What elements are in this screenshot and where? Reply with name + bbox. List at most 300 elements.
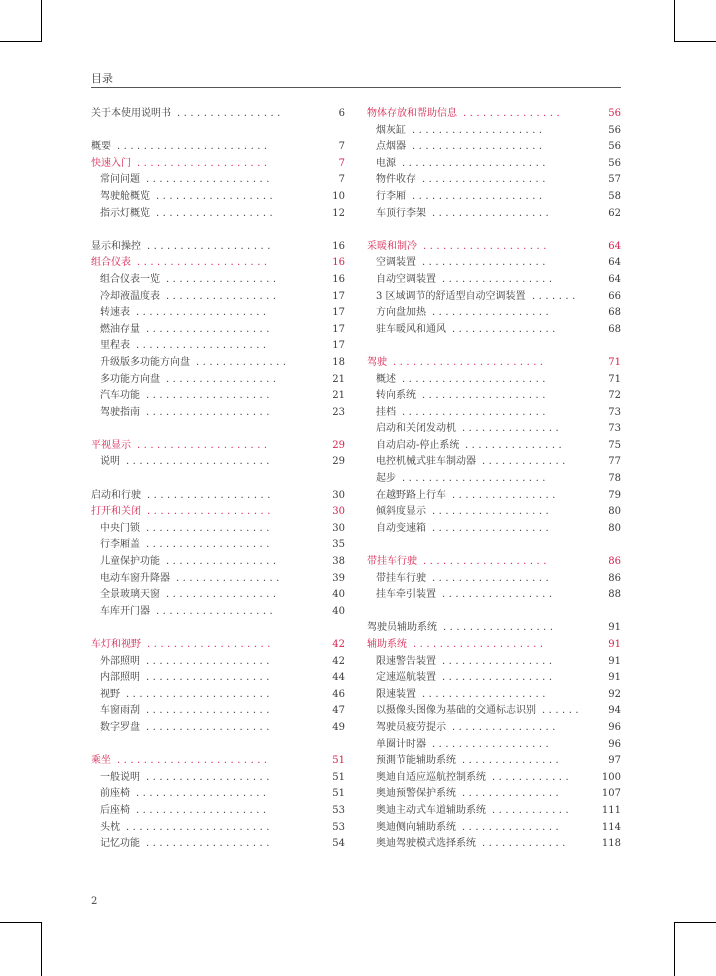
toc-entry-label: 乘坐 (91, 755, 111, 767)
toc-entry-label: 驾驶员辅助系统 (367, 622, 437, 634)
toc-leader-dots: ................. (442, 589, 556, 601)
toc-leader-dots: ................... (422, 688, 549, 700)
toc-entry[interactable] (367, 305, 621, 322)
toc-entry-label: 自动启动-停止系统 (376, 439, 460, 451)
toc-entry[interactable] (91, 289, 345, 306)
toc-entry-page: 71 (608, 356, 621, 368)
toc-section-entry[interactable] (367, 106, 621, 123)
toc-entry[interactable] (367, 454, 621, 471)
toc-entry[interactable] (91, 720, 345, 737)
toc-entry[interactable] (91, 305, 345, 322)
toc-entry-page: 118 (601, 838, 621, 850)
toc-entry-page: 17 (332, 340, 345, 352)
toc-leader-dots: .................. (156, 207, 277, 219)
toc-entry-page: 51 (332, 771, 345, 783)
toc-entry[interactable] (367, 571, 621, 588)
toc-entry[interactable] (91, 571, 345, 588)
toc-entry-page: 72 (608, 390, 621, 402)
toc-leader-dots: ............. (482, 838, 569, 850)
toc-section-entry[interactable] (367, 239, 621, 256)
toc-entry-label: 驾驶 (367, 356, 387, 368)
toc-leader-dots: ................. (442, 273, 556, 285)
toc-entry-label: 自动空调装置 (376, 273, 436, 285)
toc-leader-dots: .................... (137, 439, 271, 451)
toc-section-entry[interactable] (91, 753, 345, 770)
toc-entry-page: 47 (332, 705, 345, 717)
toc-leader-dots: .................... (412, 190, 546, 202)
toc-gap (91, 737, 345, 754)
toc-entry-label: 记忆功能 (100, 838, 140, 850)
toc-entry[interactable] (367, 139, 621, 156)
toc-entry-label: 烟灰缸 (376, 124, 406, 136)
toc-entry[interactable] (91, 687, 345, 704)
toc-entry-page: 96 (608, 738, 621, 750)
toc-entry[interactable] (367, 289, 621, 306)
toc-leader-dots: ................ (177, 108, 284, 119)
toc-entry-label: 采暖和制冷 (367, 240, 417, 252)
toc-entry-label: 转速表 (100, 307, 130, 319)
toc-leader-dots: .................. (156, 190, 277, 202)
toc-entry-label: 在越野路上行车 (376, 489, 446, 501)
toc-entry-label: 辅助系统 (367, 639, 407, 650)
toc-column-left (91, 106, 345, 853)
toc-entry-label: 启动和关闭发动机 (376, 423, 456, 435)
toc-leader-dots: ............ (492, 771, 573, 783)
toc-entry[interactable] (91, 654, 345, 671)
toc-entry-label: 车库开门器 (100, 605, 150, 617)
toc-entry[interactable] (91, 703, 345, 720)
toc-entry[interactable] (367, 255, 621, 272)
toc-entry[interactable] (367, 172, 621, 189)
toc-entry-label: 里程表 (100, 340, 130, 352)
toc-entry[interactable] (367, 488, 621, 505)
toc-entry[interactable] (91, 272, 345, 289)
toc-entry[interactable] (91, 670, 345, 687)
toc-leader-dots: ...................... (402, 373, 549, 385)
toc-gap (367, 222, 621, 239)
toc-entry[interactable] (367, 753, 621, 770)
toc-entry-label: 驾驶员疲劳提示 (376, 721, 446, 733)
toc-entry-page: 17 (332, 290, 345, 302)
toc-leader-dots: ................. (166, 373, 280, 385)
toc-leader-dots: ................... (146, 721, 273, 733)
toc-entry-page: 64 (608, 257, 621, 269)
toc-entry[interactable] (91, 189, 345, 206)
toc-leader-dots: ............... (462, 788, 563, 800)
toc-column-right (367, 106, 621, 853)
toc-entry[interactable] (367, 786, 621, 803)
header-divider (91, 87, 621, 88)
toc-entry[interactable] (367, 421, 621, 438)
toc-entry-page: 51 (332, 788, 345, 800)
toc-entry-page: 88 (608, 589, 621, 601)
toc-leader-dots: ................... (422, 174, 549, 186)
toc-entry-label: 限速装置 (376, 688, 416, 700)
toc-entry-label: 带挂车行驶 (367, 556, 417, 568)
toc-entry-page: 111 (601, 804, 621, 816)
toc-entry[interactable] (367, 471, 621, 488)
toc-entry-page: 56 (608, 108, 621, 119)
toc-entry-page: 21 (332, 373, 345, 385)
toc-entry-label: 挂档 (376, 406, 396, 418)
toc-gap (91, 123, 345, 140)
toc-entry[interactable] (91, 355, 345, 372)
toc-leader-dots: ....................... (393, 356, 547, 368)
toc-entry-label: 常问问题 (100, 174, 140, 186)
toc-entry[interactable] (91, 405, 345, 422)
toc-leader-dots: .................... (413, 639, 547, 650)
toc-entry[interactable] (367, 405, 621, 422)
toc-entry-label: 燃油存量 (100, 323, 140, 335)
toc-entry-label: 倾斜度显示 (376, 506, 426, 518)
toc-entry-label: 行李厢盖 (100, 539, 140, 551)
toc-entry[interactable] (91, 537, 345, 554)
toc-entry-page: 46 (332, 688, 345, 700)
toc-leader-dots: .................. (432, 506, 553, 518)
toc-section-entry[interactable] (91, 139, 345, 156)
toc-leader-dots: ................... (147, 639, 274, 650)
toc-entry-label: 方向盘加热 (376, 307, 426, 319)
toc-entry-page: 75 (608, 439, 621, 451)
crop-mark (674, 922, 675, 976)
toc-entry-page: 16 (332, 273, 345, 285)
toc-entry-label: 儿童保护功能 (100, 556, 160, 568)
toc-entry-page: 96 (608, 721, 621, 733)
toc-entry-page: 29 (332, 456, 345, 468)
toc-entry-label: 车灯和视野 (91, 639, 141, 650)
toc-entry[interactable] (367, 687, 621, 704)
toc-entry-page: 68 (608, 323, 621, 335)
crop-mark (674, 922, 716, 923)
toc-entry-label: 组合仪表 (91, 257, 131, 269)
toc-entry-page: 91 (608, 655, 621, 667)
toc-entry-page: 17 (332, 307, 345, 319)
toc-entry-page: 56 (608, 124, 621, 136)
toc-entry[interactable] (91, 454, 345, 471)
toc-entry[interactable] (91, 786, 345, 803)
toc-leader-dots: .................... (137, 257, 271, 269)
toc-entry-label: 自动变速箱 (376, 522, 426, 534)
toc-entry-page: 58 (608, 190, 621, 202)
toc-entry[interactable] (367, 372, 621, 389)
toc-leader-dots: ................... (146, 672, 273, 684)
toc-section-entry[interactable] (367, 620, 621, 637)
toc-entry-page: 64 (608, 240, 621, 252)
toc-section-entry[interactable] (91, 438, 345, 455)
toc-leader-dots: .................. (432, 207, 553, 219)
toc-leader-dots: .................... (137, 157, 271, 169)
toc-entry-page: 73 (608, 423, 621, 435)
toc-entry[interactable] (367, 388, 621, 405)
toc-gap (367, 338, 621, 355)
toc-entry-page: 78 (608, 473, 621, 485)
toc-entry-label: 奥迪预警保护系统 (376, 788, 456, 800)
toc-section-entry[interactable] (91, 156, 345, 173)
toc-leader-dots: .................. (432, 738, 553, 750)
toc-leader-dots: .................. (432, 522, 553, 534)
toc-leader-dots: ................... (147, 506, 274, 518)
toc-entry[interactable] (367, 654, 621, 671)
toc-leader-dots: .................... (136, 788, 270, 800)
toc-entry-label: 带挂车行驶 (376, 572, 426, 584)
toc-leader-dots: ................... (422, 390, 549, 402)
toc-entry-page: 42 (332, 639, 345, 650)
toc-section-entry[interactable] (91, 488, 345, 505)
toc-entry-page: 56 (608, 157, 621, 169)
toc-entry-page: 66 (608, 290, 621, 302)
page-title: 目录 (91, 72, 113, 85)
toc-leader-dots: ....................... (117, 141, 271, 153)
toc-entry-label: 关于本使用说明书 (91, 108, 171, 119)
toc-leader-dots: ................. (166, 556, 280, 568)
toc-entry[interactable] (367, 504, 621, 521)
crop-mark (0, 922, 42, 923)
toc-entry-label: 内部照明 (100, 672, 140, 684)
toc-entry-label: 前座椅 (100, 788, 130, 800)
toc-entry-label: 说明 (100, 456, 120, 468)
toc-section-entry[interactable] (367, 554, 621, 571)
crop-mark (674, 0, 675, 42)
crop-mark (674, 41, 716, 42)
toc-leader-dots: .............. (196, 356, 290, 368)
toc-entry-page: 16 (332, 257, 345, 269)
toc-entry-page: 80 (608, 506, 621, 518)
toc-leader-dots: .................... (136, 804, 270, 816)
toc-entry-page: 16 (332, 240, 345, 252)
toc-entry[interactable] (367, 521, 621, 538)
toc-entry[interactable] (91, 172, 345, 189)
toc-entry[interactable] (367, 189, 621, 206)
toc-entry[interactable] (367, 587, 621, 604)
toc-entry-page: 114 (601, 821, 621, 833)
toc-entry[interactable] (91, 554, 345, 571)
toc-leader-dots: ................... (146, 406, 273, 418)
toc-entry[interactable] (91, 587, 345, 604)
toc-leader-dots: ................... (146, 655, 273, 667)
toc-entry[interactable] (367, 156, 621, 173)
toc-entry[interactable] (367, 703, 621, 720)
toc-leader-dots: ............ (492, 804, 573, 816)
toc-entry-label: 转向系统 (376, 390, 416, 402)
toc-entry-page: 39 (332, 572, 345, 584)
toc-entry-label: 物体存放和帮助信息 (367, 108, 457, 119)
toc-section-entry[interactable] (91, 106, 345, 123)
toc-leader-dots: ...................... (402, 406, 549, 418)
toc-entry-page: 40 (332, 589, 345, 601)
toc-entry-label: 车窗雨刮 (100, 705, 140, 717)
toc-entry-page: 107 (601, 788, 621, 800)
toc-entry-label: 奥迪驾驶模式选择系统 (376, 838, 476, 850)
toc-gap (367, 604, 621, 621)
toc-leader-dots: ................... (146, 705, 273, 717)
toc-entry-page: 10 (332, 190, 345, 202)
toc-entry-page: 40 (332, 605, 345, 617)
toc-leader-dots: ...................... (402, 157, 549, 169)
toc-entry-page: 100 (601, 771, 621, 783)
toc-entry-page: 73 (608, 406, 621, 418)
toc-entry-label: 外部照明 (100, 655, 140, 667)
toc-entry-label: 奥迪自适应巡航控制系统 (376, 771, 486, 783)
toc-leader-dots: ............... (462, 755, 563, 767)
toc-leader-dots: ............... (462, 423, 563, 435)
toc-entry-label: 空调装置 (376, 257, 416, 269)
toc-leader-dots: .................. (432, 307, 553, 319)
toc-entry[interactable] (367, 803, 621, 820)
toc-entry[interactable] (91, 322, 345, 339)
toc-entry-label: 冷却液温度表 (100, 290, 160, 302)
toc-entry[interactable] (367, 737, 621, 754)
toc-entry-page: 7 (338, 174, 345, 186)
toc-leader-dots: ................... (147, 240, 274, 252)
toc-entry-label: 视野 (100, 688, 120, 700)
toc-entry-label: 全景玻璃天窗 (100, 589, 160, 601)
toc-entry-page: 71 (608, 373, 621, 385)
toc-leader-dots: ................. (166, 273, 280, 285)
toc-section-entry[interactable] (367, 637, 621, 654)
toc-entry-label: 电控机械式驻车制动器 (376, 456, 476, 468)
toc-leader-dots: .................... (412, 141, 546, 153)
toc-section-entry[interactable] (91, 504, 345, 521)
toc-entry[interactable] (91, 388, 345, 405)
toc-entry-page: 91 (608, 622, 621, 634)
toc-entry-label: 挂车牵引装置 (376, 589, 436, 601)
toc-entry[interactable] (91, 836, 345, 853)
toc-entry-page: 30 (332, 522, 345, 534)
toc-leader-dots: ............. (482, 456, 569, 468)
toc-entry[interactable] (367, 720, 621, 737)
toc-entry-label: 物件收存 (376, 174, 416, 186)
toc-leader-dots: ....................... (117, 755, 271, 767)
toc-section-entry[interactable] (91, 637, 345, 654)
toc-leader-dots: ................ (176, 572, 283, 584)
toc-entry[interactable] (367, 836, 621, 853)
toc-entry-label: 数字罗盘 (100, 721, 140, 733)
toc-entry-page: 97 (608, 755, 621, 767)
toc-gap (91, 620, 345, 637)
toc-entry-page: 30 (332, 489, 345, 501)
toc-entry-label: 奥迪侧向辅助系统 (376, 821, 456, 833)
toc-leader-dots: ............... (463, 108, 564, 119)
toc-leader-dots: .................... (136, 307, 270, 319)
toc-leader-dots: ................ (452, 323, 559, 335)
toc-entry-page: 92 (608, 688, 621, 700)
toc-entry-page: 6 (338, 108, 345, 119)
toc-entry-label: 定速巡航装置 (376, 672, 436, 684)
toc-entry[interactable] (367, 272, 621, 289)
toc-entry-page: 91 (608, 672, 621, 684)
toc-section-entry[interactable] (367, 355, 621, 372)
toc-entry-label: 单圈计时器 (376, 738, 426, 750)
toc-entry-page: 38 (332, 556, 345, 568)
toc-entry[interactable] (367, 438, 621, 455)
toc-entry[interactable] (367, 206, 621, 223)
toc-entry[interactable] (91, 803, 345, 820)
toc-entry-label: 一般说明 (100, 771, 140, 783)
toc-entry[interactable] (367, 820, 621, 837)
toc-entry-page: 54 (332, 838, 345, 850)
toc-leader-dots: ............... (462, 821, 563, 833)
toc-entry-label: 驾驶舱概览 (100, 190, 150, 202)
toc-leader-dots: ................... (146, 838, 273, 850)
toc-leader-dots: ................... (146, 323, 273, 335)
crop-mark (41, 922, 42, 976)
toc-entry-page: 30 (332, 506, 345, 518)
toc-entry-label: 电动车窗升降器 (100, 572, 170, 584)
toc-entry-label: 限速警告装置 (376, 655, 436, 667)
toc-entry-label: 快速入门 (91, 157, 131, 169)
toc-entry[interactable] (91, 521, 345, 538)
toc-entry-page: 42 (332, 655, 345, 667)
toc-entry-page: 86 (608, 572, 621, 584)
toc-entry[interactable] (91, 820, 345, 837)
toc-entry[interactable] (91, 604, 345, 621)
toc-leader-dots: .................. (432, 572, 553, 584)
toc-entry-label: 起步 (376, 473, 396, 485)
toc-section-entry[interactable] (91, 239, 345, 256)
toc-entry-page: 12 (332, 207, 345, 219)
toc-gap (367, 537, 621, 554)
toc-entry[interactable] (367, 770, 621, 787)
toc-leader-dots: ................... (146, 522, 273, 534)
toc-entry-page: 91 (608, 639, 621, 650)
toc-entry-page: 51 (332, 755, 345, 767)
toc-entry-label: 平视显示 (91, 439, 131, 451)
toc-entry[interactable] (367, 322, 621, 339)
toc-entry-label: 后座椅 (100, 804, 130, 816)
toc-entry-page: 64 (608, 273, 621, 285)
toc-entry-page: 57 (608, 174, 621, 186)
toc-leader-dots: ...... (542, 705, 583, 717)
toc-entry[interactable] (367, 670, 621, 687)
toc-leader-dots: ................ (452, 721, 559, 733)
toc-entry-label: 概要 (91, 141, 111, 153)
toc-entry[interactable] (91, 338, 345, 355)
toc-entry-label: 升级版多功能方向盘 (100, 356, 190, 368)
toc-entry[interactable] (367, 123, 621, 140)
toc-entry-label: 启动和行驶 (91, 489, 141, 501)
toc-leader-dots: ................. (442, 672, 556, 684)
toc-entry-label: 概述 (376, 373, 396, 385)
toc-leader-dots: ...................... (402, 473, 549, 485)
toc-entry-page: 23 (332, 406, 345, 418)
toc-entry-page: 7 (338, 141, 345, 153)
toc-entry-label: 点烟器 (376, 141, 406, 153)
toc-entry-label: 组合仪表一览 (100, 273, 160, 285)
toc-entry[interactable] (91, 770, 345, 787)
toc-leader-dots: ................... (423, 556, 550, 568)
toc-entry-page: 68 (608, 307, 621, 319)
toc-entry-page: 77 (608, 456, 621, 468)
toc-entry-label: 驻车暖风和通风 (376, 323, 446, 335)
toc-entry-label: 以摄像头图像为基础的交通标志识别 (376, 705, 536, 717)
toc-leader-dots: ....... (532, 290, 579, 302)
toc-leader-dots: ................... (147, 489, 274, 501)
toc-entry[interactable] (91, 206, 345, 223)
toc-entry-page: 17 (332, 323, 345, 335)
crop-mark (0, 41, 42, 42)
toc-entry-page: 62 (608, 207, 621, 219)
toc-section-entry[interactable] (91, 255, 345, 272)
toc-entry-label: 指示灯概览 (100, 207, 150, 219)
toc-leader-dots: ................... (146, 390, 273, 402)
toc-entry-label: 多功能方向盘 (100, 373, 160, 385)
toc-entry[interactable] (91, 372, 345, 389)
toc-leader-dots: ...................... (126, 456, 273, 468)
toc-entry-label: 行李厢 (376, 190, 406, 202)
toc-leader-dots: ................... (146, 539, 273, 551)
toc-leader-dots: ...................... (126, 821, 273, 833)
toc-entry-page: 79 (608, 489, 621, 501)
